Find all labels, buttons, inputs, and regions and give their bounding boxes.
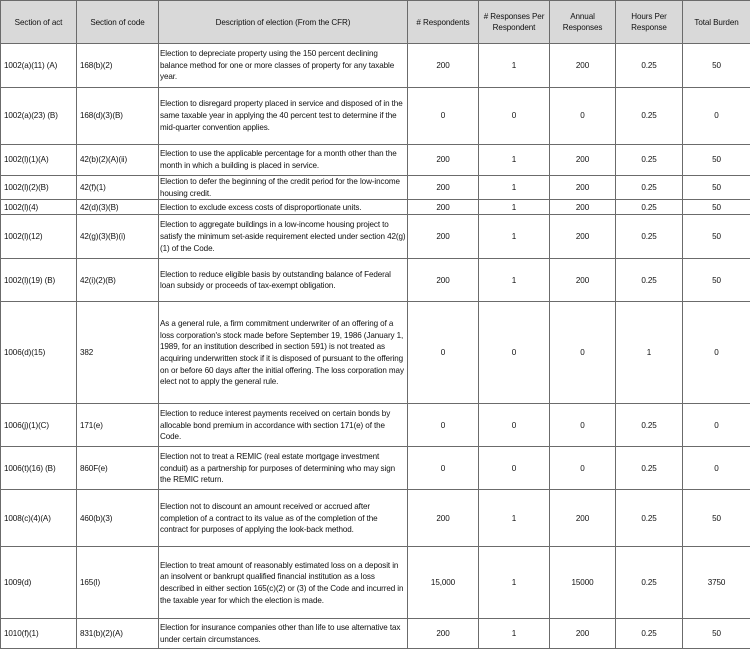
hours-per-response-cell: 0.25 [616, 88, 683, 145]
responses-per-respondent-cell: 1 [479, 44, 550, 88]
respondents-cell: 200 [408, 259, 479, 302]
annual-responses-cell: 0 [550, 88, 616, 145]
table-row [1, 490, 750, 547]
responses-per-respondent-cell: 0 [479, 447, 550, 490]
respondents-cell: 0 [408, 302, 479, 404]
table-row [1, 88, 750, 145]
section-of-act-cell: 1002(l)(19) (B) [1, 259, 77, 302]
header-total-burden: Total Burden [683, 1, 750, 44]
responses-per-respondent-cell: 0 [479, 404, 550, 447]
section-of-code-cell: 171(e) [77, 404, 159, 447]
responses-per-respondent-cell: 1 [479, 619, 550, 649]
table-row [1, 145, 750, 176]
hours-per-response-cell: 0.25 [616, 44, 683, 88]
header-section-of-act: Section of act [1, 1, 77, 44]
header-responses-per-respondent: # Responses Per Respondent [479, 1, 550, 44]
section-of-code-cell: 382 [77, 302, 159, 404]
description-cell: Election to disregard property placed in service and disposed of in the same taxable year in applying the 40 percent test to determine if the mid-quarter convention applies. [159, 88, 408, 145]
description-cell: Election to reduce interest payments received on certain bonds by allocable bond premium in accordance with section 171(e) of the Code. [159, 404, 408, 447]
description-cell: Election to aggregate buildings in a low-income housing project to satisfy the minimum set-aside requirement elected under section 42(g)(1) of the Code. [159, 215, 408, 259]
section-of-act-cell: 1008(c)(4)(A) [1, 490, 77, 547]
table-row [1, 447, 750, 490]
respondents-cell: 15,000 [408, 547, 479, 619]
section-of-act-cell: 1006(d)(15) [1, 302, 77, 404]
section-of-act-cell: 1006(t)(16) (B) [1, 447, 77, 490]
respondents-cell: 0 [408, 447, 479, 490]
section-of-code-cell: 42(f)(1) [77, 176, 159, 200]
total-burden-cell: 50 [683, 215, 750, 259]
total-burden-cell: 0 [683, 404, 750, 447]
respondents-cell: 200 [408, 490, 479, 547]
total-burden-cell: 0 [683, 88, 750, 145]
respondents-cell: 0 [408, 404, 479, 447]
description-cell: As a general rule, a firm commitment underwriter of an offering of a loss corporation's stock made before September 19, 1986 (January 1, 1989, for an institution described in section 591) is not treated as acquiring underwritten stock if it is disposed of pursuant to the offering on or before 60 days after the initial offering. The loss corporation may elect not to apply the general rule. [159, 302, 408, 404]
description-cell: Election not to discount an amount received or accrued after completion of a contract to its value as of the completion of the contract for purposes of applying the look-back method. [159, 490, 408, 547]
header-annual-responses: Annual Responses [550, 1, 616, 44]
annual-responses-cell: 0 [550, 302, 616, 404]
total-burden-cell: 50 [683, 145, 750, 176]
responses-per-respondent-cell: 0 [479, 302, 550, 404]
responses-per-respondent-cell: 1 [479, 145, 550, 176]
table-header [1, 1, 750, 44]
respondents-cell: 200 [408, 215, 479, 259]
total-burden-cell: 50 [683, 259, 750, 302]
header-hours-per-response: Hours Per Response [616, 1, 683, 44]
section-of-code-cell: 42(g)(3)(B)(i) [77, 215, 159, 259]
table-row [1, 302, 750, 404]
total-burden-cell: 0 [683, 447, 750, 490]
respondents-cell: 200 [408, 44, 479, 88]
hours-per-response-cell: 0.25 [616, 490, 683, 547]
annual-responses-cell: 200 [550, 619, 616, 649]
section-of-act-cell: 1009(d) [1, 547, 77, 619]
responses-per-respondent-cell: 1 [479, 259, 550, 302]
respondents-cell: 0 [408, 88, 479, 145]
responses-per-respondent-cell: 1 [479, 200, 550, 215]
annual-responses-cell: 0 [550, 404, 616, 447]
hours-per-response-cell: 0.25 [616, 259, 683, 302]
section-of-code-cell: 168(d)(3)(B) [77, 88, 159, 145]
description-cell: Election to reduce eligible basis by outstanding balance of Federal loan subsidy or proceeds of tax-exempt obligation. [159, 259, 408, 302]
section-of-code-cell: 165(l) [77, 547, 159, 619]
table-row [1, 619, 750, 649]
total-burden-cell: 50 [683, 490, 750, 547]
section-of-act-cell: 1002(l)(12) [1, 215, 77, 259]
table-row [1, 404, 750, 447]
annual-responses-cell: 200 [550, 44, 616, 88]
section-of-code-cell: 42(i)(2)(B) [77, 259, 159, 302]
header-section-of-code: Section of code [77, 1, 159, 44]
description-cell: Election to depreciate property using the 150 percent declining balance method for one or more classes of property for any taxable year. [159, 44, 408, 88]
responses-per-respondent-cell: 1 [479, 176, 550, 200]
annual-responses-cell: 200 [550, 200, 616, 215]
total-burden-cell: 50 [683, 176, 750, 200]
description-cell: Election to defer the beginning of the credit period for the low-income housing credit. [159, 176, 408, 200]
respondents-cell: 200 [408, 200, 479, 215]
table-row [1, 200, 750, 215]
annual-responses-cell: 200 [550, 215, 616, 259]
hours-per-response-cell: 1 [616, 302, 683, 404]
section-of-act-cell: 1010(f)(1) [1, 619, 77, 649]
total-burden-cell: 0 [683, 302, 750, 404]
section-of-act-cell: 1002(l)(2)(B) [1, 176, 77, 200]
table-row [1, 176, 750, 200]
responses-per-respondent-cell: 1 [479, 547, 550, 619]
hours-per-response-cell: 0.25 [616, 215, 683, 259]
total-burden-cell: 50 [683, 619, 750, 649]
description-cell: Election to treat amount of reasonably estimated loss on a deposit in an insolvent or bankrupt qualified financial institution as a loss described in either section 165(c)(2) or (3) of the Code and incurred in the taxable year for which the election is made. [159, 547, 408, 619]
annual-responses-cell: 0 [550, 447, 616, 490]
total-burden-cell: 50 [683, 200, 750, 215]
annual-responses-cell: 15000 [550, 547, 616, 619]
section-of-code-cell: 42(d)(3)(B) [77, 200, 159, 215]
section-of-act-cell: 1006(j)(1)(C) [1, 404, 77, 447]
hours-per-response-cell: 0.25 [616, 200, 683, 215]
table-row [1, 259, 750, 302]
responses-per-respondent-cell: 1 [479, 215, 550, 259]
description-cell: Election not to treat a REMIC (real estate mortgage investment conduit) as a partnership for purposes of determining who may sign the REMIC return. [159, 447, 408, 490]
hours-per-response-cell: 0.25 [616, 547, 683, 619]
hours-per-response-cell: 0.25 [616, 619, 683, 649]
hours-per-response-cell: 0.25 [616, 447, 683, 490]
header-row [1, 1, 750, 44]
table-row [1, 44, 750, 88]
annual-responses-cell: 200 [550, 259, 616, 302]
annual-responses-cell: 200 [550, 490, 616, 547]
total-burden-cell: 50 [683, 44, 750, 88]
section-of-act-cell: 1002(a)(11) (A) [1, 44, 77, 88]
section-of-code-cell: 860F(e) [77, 447, 159, 490]
section-of-act-cell: 1002(a)(23) (B) [1, 88, 77, 145]
section-of-code-cell: 460(b)(3) [77, 490, 159, 547]
hours-per-response-cell: 0.25 [616, 176, 683, 200]
respondents-cell: 200 [408, 145, 479, 176]
description-cell: Election to exclude excess costs of disproportionate units. [159, 200, 408, 215]
total-burden-cell: 3750 [683, 547, 750, 619]
hours-per-response-cell: 0.25 [616, 145, 683, 176]
section-of-code-cell: 42(b)(2)(A)(ii) [77, 145, 159, 176]
section-of-code-cell: 831(b)(2)(A) [77, 619, 159, 649]
description-cell: Election for insurance companies other than life to use alternative tax under certain circumstances. [159, 619, 408, 649]
section-of-act-cell: 1002(l)(1)(A) [1, 145, 77, 176]
table-row [1, 547, 750, 619]
responses-per-respondent-cell: 1 [479, 490, 550, 547]
description-cell: Election to use the applicable percentage for a month other than the month in which a building is placed in service. [159, 145, 408, 176]
annual-responses-cell: 200 [550, 176, 616, 200]
section-of-code-cell: 168(b)(2) [77, 44, 159, 88]
respondents-cell: 200 [408, 619, 479, 649]
table-row [1, 215, 750, 259]
section-of-act-cell: 1002(l)(4) [1, 200, 77, 215]
table-body [1, 44, 750, 649]
header-respondents: # Respondents [408, 1, 479, 44]
hours-per-response-cell: 0.25 [616, 404, 683, 447]
header-description: Description of election (From the CFR) [159, 1, 408, 44]
responses-per-respondent-cell: 0 [479, 88, 550, 145]
respondents-cell: 200 [408, 176, 479, 200]
annual-responses-cell: 200 [550, 145, 616, 176]
